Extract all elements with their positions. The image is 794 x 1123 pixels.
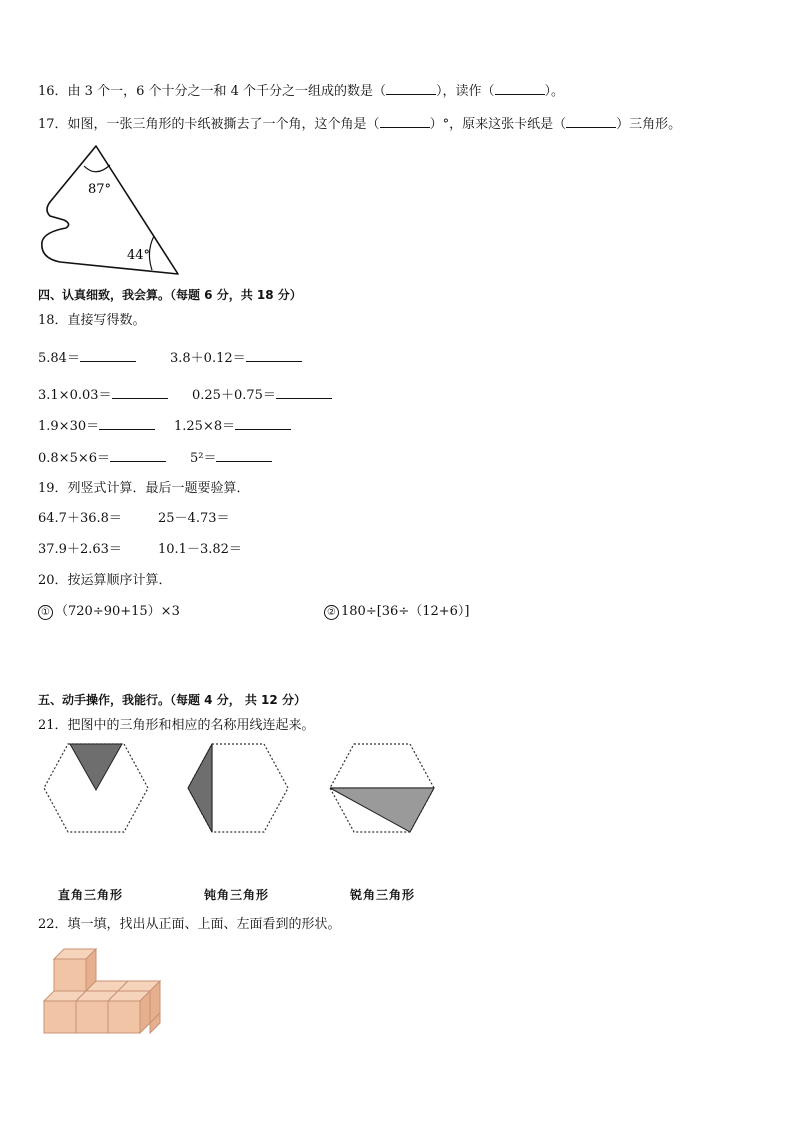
q16-answer-blank-2[interactable]: [495, 82, 545, 95]
q16-text-3: ）。: [544, 84, 565, 99]
q19-item-4: 10.1－3.82＝: [158, 542, 242, 557]
section-4-title: 四、认真细致，我会算。（每题 6 分，共 18 分）: [38, 288, 302, 302]
q18-title: 18．直接写得数。: [38, 313, 146, 328]
q17-text-1: 如图，一张三角形的卡纸被撕去了一个角，这个角是（: [67, 117, 380, 132]
q18-expr-3: 3.1×0.03＝: [38, 388, 112, 403]
q17-answer-blank-1[interactable]: [380, 115, 430, 128]
q17-number: 17．: [38, 117, 68, 132]
q18-blank-5[interactable]: [99, 416, 155, 430]
q18-item-2: [170, 348, 302, 368]
q17-text-2: ）°，原来这张卡纸是（: [429, 117, 567, 132]
q21-title: 21．把图中的三角形和相应的名称用线连起来。: [38, 718, 315, 733]
q18-item-3: [38, 385, 168, 405]
q19-item-2: 25－4.73＝: [158, 511, 230, 526]
q17-text-3: ）三角形。: [616, 117, 682, 132]
q18-expr-4: 0.25＋0.75＝: [192, 388, 276, 403]
q18-expr-7: 0.8×5×6＝: [38, 451, 111, 466]
q19-title: 19．列竖式计算．最后一题要验算．: [38, 481, 250, 496]
q20-title: 20．按运算顺序计算．: [38, 573, 172, 588]
hexagon-figure-1: [40, 740, 152, 836]
q20-marker-2: ②: [324, 605, 339, 620]
label-right-triangle: 直角三角形: [58, 888, 124, 902]
hexagon-figure-2: [184, 740, 292, 836]
q20-expr-2-text: 180÷[36÷（12+6）]: [341, 604, 470, 619]
q18-expr-5: 1.9×30＝: [38, 419, 100, 434]
torn-triangle-figure: [36, 140, 186, 280]
q18-blank-4[interactable]: [276, 385, 332, 399]
label-acute-triangle: 锐角三角形: [350, 888, 416, 902]
q22-title: 22．填一填，找出从正面、上面、左面看到的形状。: [38, 917, 341, 932]
q18-blank-1[interactable]: [80, 348, 136, 362]
angle-top-label: 87°: [88, 182, 112, 197]
angle-bottom-label: 44°: [127, 248, 151, 263]
q20-expr-1-text: （720÷90+15）×3: [55, 604, 180, 619]
q18-item-5: [38, 416, 155, 436]
q18-expr-2: 3.8＋0.12＝: [170, 351, 246, 366]
q18-item-4: [192, 385, 332, 405]
q20-expr-2: [324, 603, 470, 621]
shaded-triangle-3: [330, 788, 434, 832]
shaded-triangle-1: [70, 744, 122, 790]
q20-marker-1: ①: [38, 605, 53, 620]
question-17: [38, 115, 681, 134]
question-16: [38, 82, 564, 101]
q19-item-1: 64.7＋36.8＝: [38, 511, 122, 526]
q20-expr-1: [38, 603, 180, 621]
q17-answer-blank-2[interactable]: [566, 115, 616, 128]
q16-number: 16．: [38, 84, 68, 99]
q18-blank-6[interactable]: [235, 416, 291, 430]
hexagon-figure-3: [326, 740, 438, 836]
q18-blank-7[interactable]: [110, 448, 166, 462]
q18-expr-1: 5.84＝: [38, 351, 80, 366]
shaded-triangle-2: [188, 744, 212, 832]
q18-item-8: [190, 448, 272, 468]
section-5-title: 五、动手操作，我能行。（每题 4 分， 共 12 分）: [38, 693, 306, 707]
q16-text-1: 由 3 个一，6 个十分之一和 4 个千分之一组成的数是（: [67, 84, 387, 99]
q18-item-1: [38, 348, 136, 368]
q16-text-2: ），读作（: [436, 84, 495, 99]
q18-blank-3[interactable]: [112, 385, 168, 399]
q18-blank-2[interactable]: [246, 348, 302, 362]
q18-expr-6: 1.25×8＝: [174, 419, 236, 434]
q19-item-3: 37.9＋2.63＝: [38, 542, 122, 557]
q18-item-7: [38, 448, 166, 468]
q18-blank-8[interactable]: [216, 448, 272, 462]
q18-item-6: [174, 416, 291, 436]
label-obtuse-triangle: 钝角三角形: [204, 888, 270, 902]
q18-expr-8: 5²＝: [190, 451, 217, 466]
cube-stack-figure: [40, 945, 172, 1037]
q16-answer-blank-1[interactable]: [386, 82, 436, 95]
